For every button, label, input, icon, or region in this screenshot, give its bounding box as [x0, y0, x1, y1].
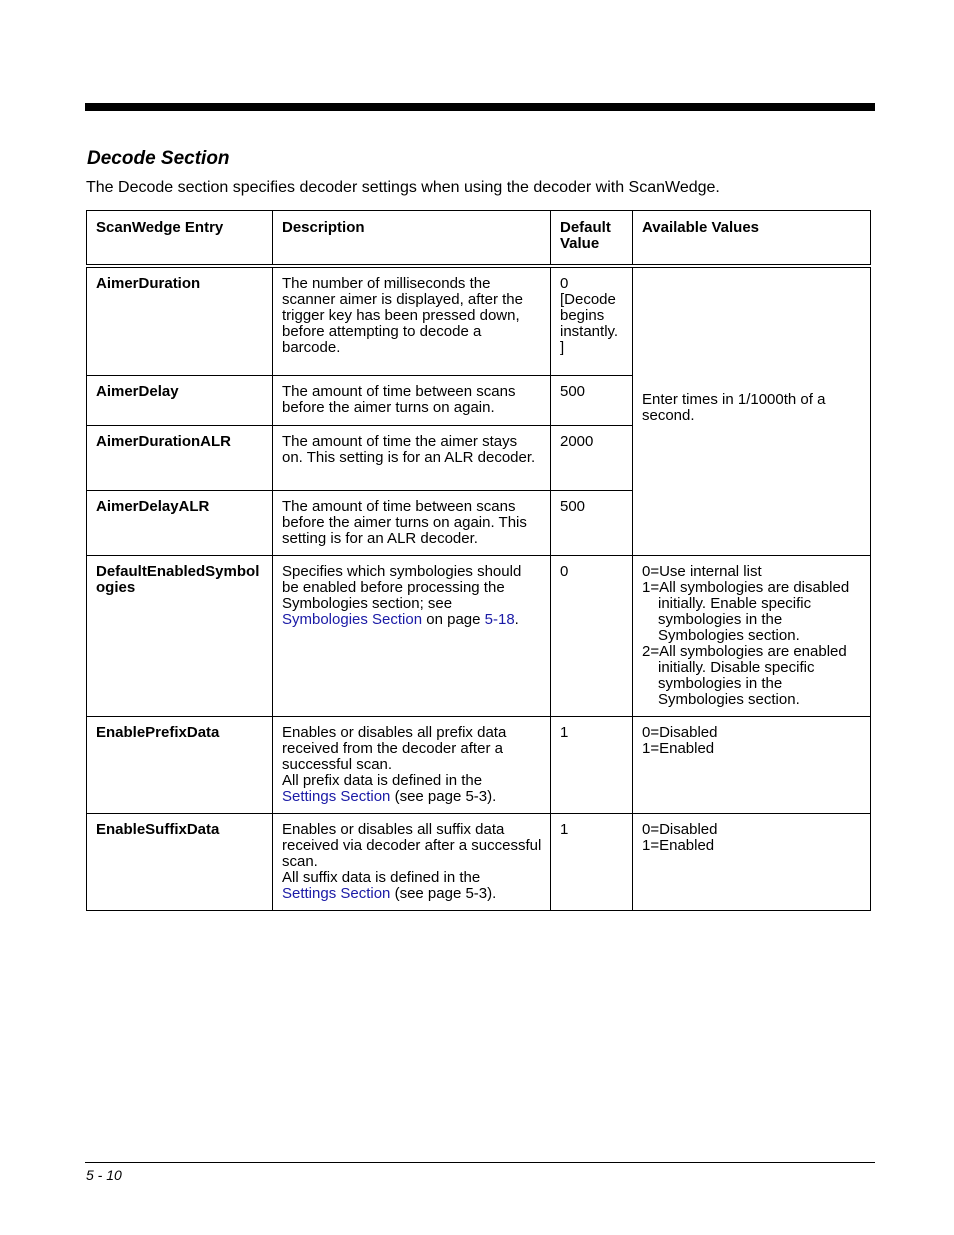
default-cell: 0 [Decode begins instantly. ] — [551, 266, 633, 375]
description-cell — [273, 813, 551, 910]
default-cell: 2000 — [551, 425, 633, 490]
column-header-entry: ScanWedge Entry — [87, 211, 273, 267]
default-cell: 1 — [551, 716, 633, 813]
table-header-row — [87, 211, 871, 267]
description-cell: The number of milliseconds the scanner aimer is displayed, after the trigger key has been pressed down, before attempting to decode a barcode. — [273, 266, 551, 375]
column-header-description: Description — [273, 211, 551, 267]
value-option: 0=Disabled — [642, 723, 718, 741]
description-text: on page — [422, 610, 485, 628]
description-cell: The amount of time between scans before the aimer turns on again. This setting is for an ALR decoder. — [273, 490, 551, 555]
default-cell: 500 — [551, 490, 633, 555]
default-cell: 0 — [551, 555, 633, 716]
entry-cell: DefaultEnabledSymbologies — [87, 555, 273, 716]
table-row — [87, 555, 871, 716]
values-cell — [633, 716, 871, 813]
table-row — [87, 813, 871, 910]
value-option: 1=All symbologies are disabled initially. Enable specific symbologies in the Symbologies section. — [642, 578, 850, 644]
values-cell — [633, 813, 871, 910]
decode-settings-table — [86, 210, 871, 911]
values-cell — [633, 555, 871, 716]
description-cell: The amount of time the aimer stays on. This setting is for an ALR decoder. — [273, 425, 551, 490]
value-option: 1=Enabled — [642, 836, 715, 854]
description-text: (see page 5-3). — [390, 787, 497, 805]
settings-section-link[interactable]: Settings Section — [282, 787, 391, 805]
intro-paragraph: The Decode section specifies decoder settings when using the decoder with ScanWedge. — [86, 179, 720, 196]
value-option: 0=Use internal list — [642, 562, 762, 580]
footer-rule — [85, 1162, 875, 1163]
page-number: 5 - 10 — [86, 1167, 122, 1183]
symbologies-section-link[interactable]: Symbologies Section — [282, 610, 423, 628]
values-cell: Enter times in 1/1000th of a second. — [633, 266, 871, 555]
description-text: . — [514, 610, 519, 628]
description-text: All suffix data is defined in the — [282, 868, 481, 886]
entry-cell: EnableSuffixData — [87, 813, 273, 910]
description-cell — [273, 555, 551, 716]
description-cell — [273, 716, 551, 813]
value-option: 1=Enabled — [642, 739, 715, 757]
column-header-default: Default Value — [551, 211, 633, 267]
default-cell: 500 — [551, 375, 633, 425]
column-header-values: Available Values — [633, 211, 871, 267]
entry-cell: AimerDuration — [87, 266, 273, 375]
description-text: (see page 5-3). — [390, 884, 497, 902]
entry-cell: AimerDurationALR — [87, 425, 273, 490]
entry-cell: AimerDelay — [87, 375, 273, 425]
value-option: 0=Disabled — [642, 820, 718, 838]
header-rule — [85, 103, 875, 111]
entry-cell: AimerDelayALR — [87, 490, 273, 555]
description-cell: The amount of time between scans before the aimer turns on again. — [273, 375, 551, 425]
description-text: Enables or disables all prefix data received from the decoder after a successful scan. — [282, 723, 507, 773]
description-text: Enables or disables all suffix data received via decoder after a successful scan. — [282, 820, 542, 870]
value-option: 2=All symbologies are enabled initially. Disable specific symbologies in the Symbologies section. — [642, 642, 847, 708]
settings-section-link[interactable]: Settings Section — [282, 884, 391, 902]
table-row — [87, 266, 871, 375]
default-cell: 1 — [551, 813, 633, 910]
description-text: All prefix data is defined in the — [282, 771, 483, 789]
entry-cell: EnablePrefixData — [87, 716, 273, 813]
description-text: Specifies which symbologies should be enabled before processing the Symbologies section; see — [282, 562, 522, 612]
section-title: Decode Section — [87, 148, 230, 169]
table-row — [87, 716, 871, 813]
page-link[interactable]: 5-18 — [484, 610, 515, 628]
